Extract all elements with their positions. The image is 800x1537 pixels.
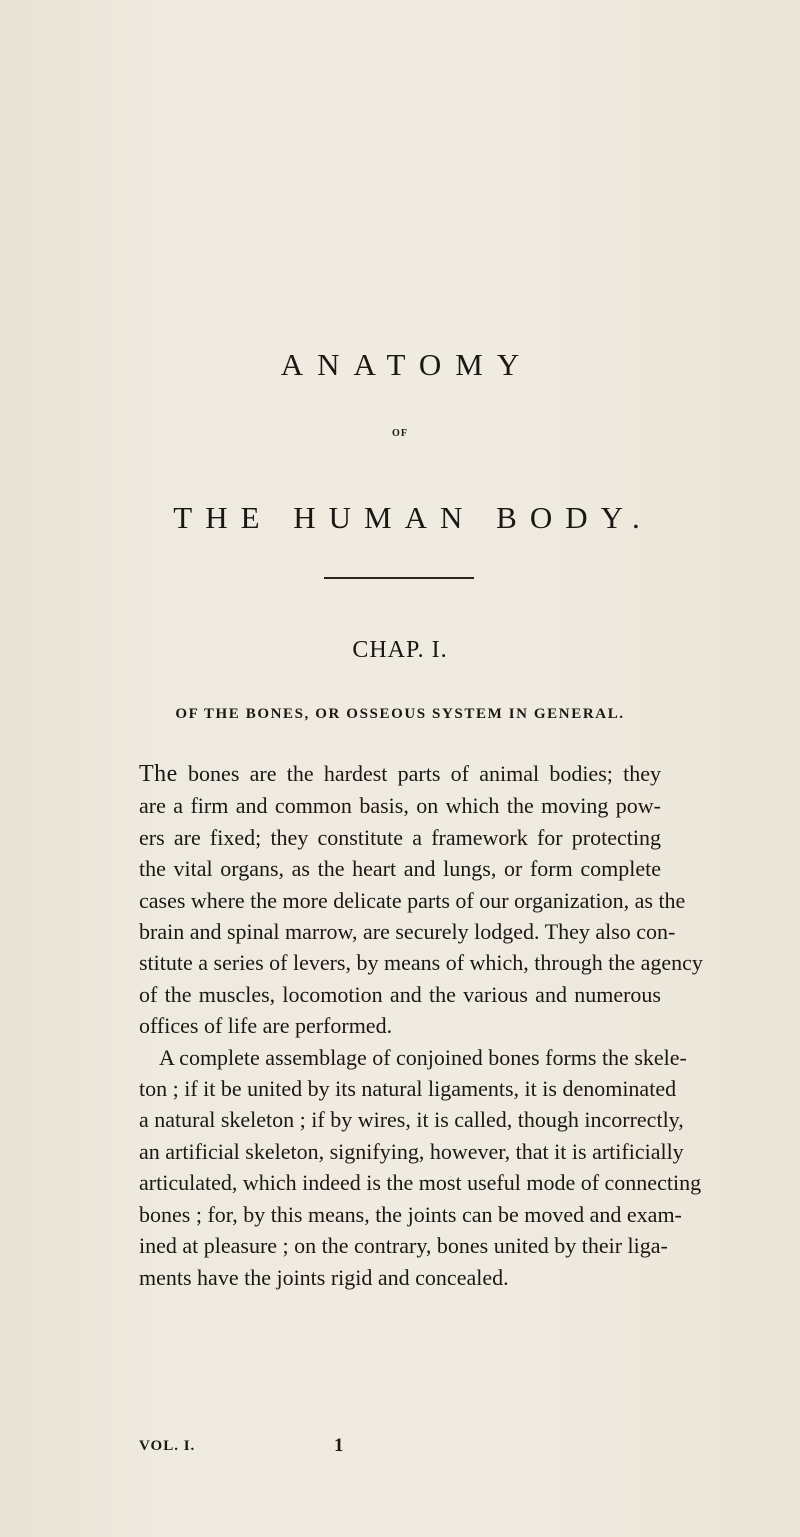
body-line: ments have the joints rigid and concealed. <box>139 1264 509 1290</box>
body-line: bones ; for, by this means, the joints can be moved and exam- <box>139 1201 682 1227</box>
chapter-heading: CHAP. I. <box>352 637 448 663</box>
body-line: stitute a series of levers, by means of which, through the agency <box>139 950 703 976</box>
body-line: brain and spinal marrow, are securely lodged. They also con- <box>139 919 676 945</box>
title-rule <box>324 577 474 579</box>
body-line: articulated, which indeed is the most useful mode of connecting <box>139 1170 702 1196</box>
body-line: the vital organs, as the heart and lungs, or form complete <box>139 856 661 882</box>
body-line: a natural skeleton ; if by wires, it is called, though incorrectly, <box>139 1107 684 1133</box>
book-subtitle: THE HUMAN BODY. <box>173 500 653 535</box>
body-line: ers are fixed; they constitute a framework for protecting <box>139 824 661 850</box>
body-line: A complete assemblage of conjoined bones forms the skele- <box>159 1044 687 1070</box>
chapter-subheading: OF THE BONES, OR OSSEOUS SYSTEM IN GENERAL. <box>175 706 625 722</box>
book-title: ANATOMY <box>280 347 534 382</box>
body-line: are a firm and common basis, on which the moving pow- <box>139 793 661 819</box>
volume-mark: VOL. I. <box>139 1438 196 1454</box>
body-line <box>139 758 661 790</box>
body-line: ton ; if it be united by its natural ligaments, it is denominated <box>139 1076 677 1102</box>
body-line: offices of life are performed. <box>139 1013 393 1039</box>
body-line: an artificial skeleton, signifying, however, that it is artificially <box>139 1138 684 1164</box>
body-line: ined at pleasure ; on the contrary, bones united by their liga- <box>139 1233 668 1259</box>
signature-mark: 1 <box>334 1435 345 1456</box>
body-text <box>139 758 703 1293</box>
body-line: cases where the more delicate parts of our organization, as the <box>139 887 686 913</box>
lead-word: The <box>139 761 178 787</box>
body-line-text: bones are the hardest parts of animal bodies; they <box>177 761 661 786</box>
body-line: of the muscles, locomotion and the various and numerous <box>139 981 661 1007</box>
title-connector: OF <box>392 428 408 439</box>
